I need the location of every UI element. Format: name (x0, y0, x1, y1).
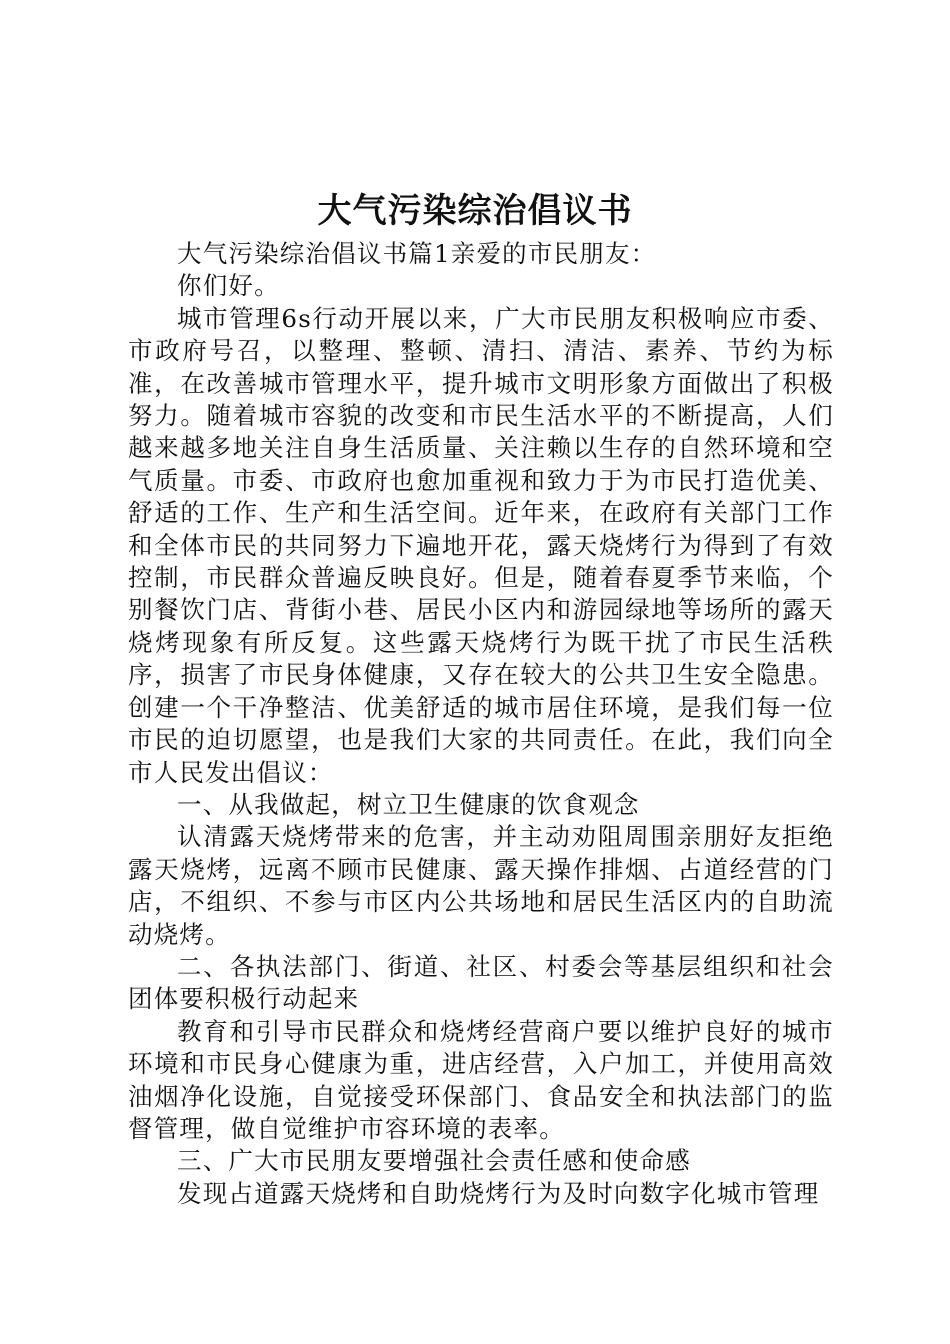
section-heading-2: 二、各执法部门、街道、社区、村委会等基层组织和社会团体要积极行动起来 (128, 951, 834, 1014)
section-heading-3: 三、广大市民朋友要增强社会责任感和使命感 (177, 1146, 691, 1176)
greeting-paragraph: 你们好。 (177, 271, 280, 301)
section-body-2: 教育和引导市民群众和烧烤经营商户要以维护良好的城市环境和市民身心健康为重，进店经营，入户加工，并使用高效油烟净化设施，自觉接受环保部门、食品安全和执法部门的监督管理，做自觉维护市容环境的表率。 (128, 1016, 834, 1143)
document-body (128, 238, 834, 1210)
document-title: 大气污染综治倡议书 (317, 191, 633, 231)
section-body-3: 发现占道露天烧烤和自助烧烤行为及时向数字化城市管理 (177, 1178, 820, 1208)
section-body-1: 认清露天烧烤带来的危害，并主动劝阻周围亲朋好友拒绝露天烧烤，远离不顾市民健康、露天操作排烟、占道经营的门店，不组织、不参与市区内公共场地和居民生活区内的自助流动烧烤。 (128, 822, 834, 949)
intro-paragraph: 大气污染综治倡议书篇1亲爱的市民朋友： (177, 239, 657, 268)
background-paragraph: 城市管理6s行动开展以来，广大市民朋友积极响应市委、市政府号召，以整理、整顿、清扫、清洁、素养、节约为标准，在改善城市管理水平，提升城市文明形象方面做出了积极努力。随着城市容貌的改变和市民生活水平的不断提高，人们越来越多地关注自身生活质量、关注赖以生存的自然环境和空气质量。市委、市政府也愈加重视和致力于为市民打造优美、舒适的工作、生产和生活空间。近年来，在政府有关部门工作和全体市民的共同努力下遍地开花，露天烧烤行为得到了有效控制，市民群众普遍反映良好。但是，随着春夏季节来临，个别餐饮门店、背街小巷、居民小区内和游园绿地等场所的露天烧烤现象有所反复。这些露天烧烤行为既干扰了市民生活秩序，损害了市民身体健康，又存在较大的公共卫生安全隐患。创建一个干净整洁、优美舒适的城市居住环境，是我们每一位市民的迫切愿望，也是我们大家的共同责任。在此，我们向全市人民发出倡议： (128, 303, 834, 787)
section-heading-1: 一、从我做起，树立卫生健康的饮食观念 (177, 789, 640, 819)
